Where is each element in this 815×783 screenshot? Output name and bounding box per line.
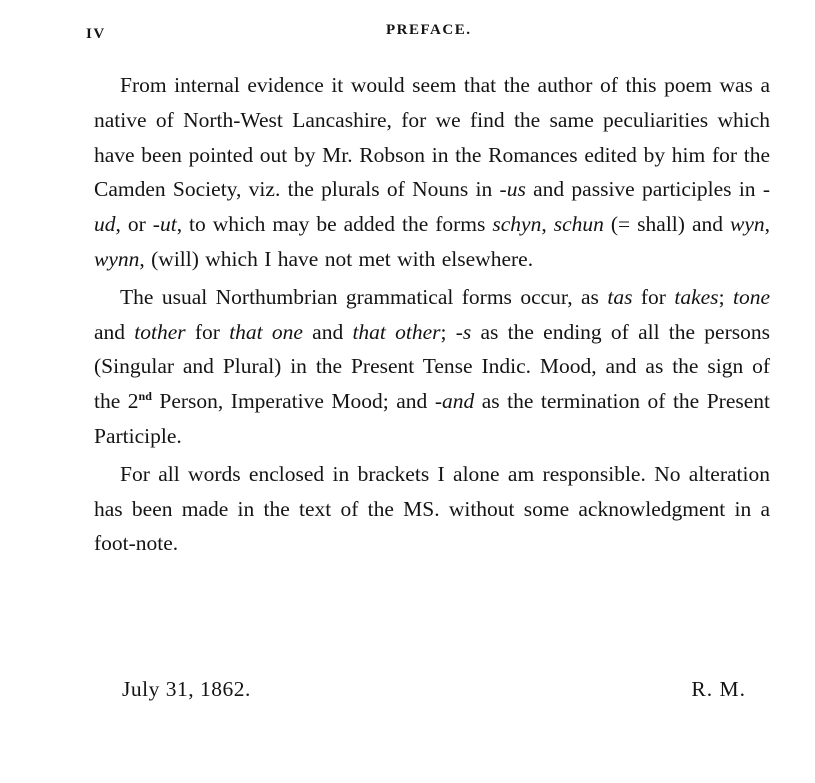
preface-date: July 31, 1862. <box>122 677 251 701</box>
italic-term: tother <box>134 319 186 344</box>
italic-term: wynn <box>94 246 140 271</box>
italic-term: that one <box>229 319 303 344</box>
italic-term: -us <box>499 177 526 202</box>
running-head <box>86 22 776 44</box>
preface-body <box>94 68 770 561</box>
paragraph-grammatical-forms: The usual Northumbrian grammatical forms occur, as tas for takes; tone and tother for that one and that other; -s as the ending of all the persons (Singular and Plural) in the Present Tense Indic. Mood, and as the sign of the 2nd Person, Imperative Mood; and -and as the termination of the Present Participle. <box>94 284 770 448</box>
closing-line <box>122 677 746 711</box>
italic-term: tone <box>732 284 770 309</box>
ordinal-superscript: nd <box>138 389 152 404</box>
signature-initials: R. M. <box>691 677 746 701</box>
running-title: PREFACE. <box>386 22 472 38</box>
italic-term: schun <box>553 212 604 237</box>
italic-term: -and <box>434 389 475 414</box>
italic-term: tas <box>607 284 633 309</box>
italic-term: that other <box>352 319 441 344</box>
italic-term: takes <box>674 284 719 309</box>
paragraph-editorial-note: For all words enclosed in brackets I alone am responsible. No alteration has been made in the text of the MS. without some acknowledgment in a foot-note. <box>94 461 770 556</box>
italic-term: -ud <box>94 177 770 237</box>
italic-term: wyn <box>729 212 765 237</box>
paragraph-dialect-evidence: From internal evidence it would seem that the author of this poem was a native of North-West Lancashire, for we find the same peculiarities which have been pointed out by Mr. Robson in the Romances edited by him for the Camden Society, viz. the plurals of Nouns in -us and passive participles in -ud, or -ut, to which may be added the forms schyn, schun (= shall) and wyn, wynn, (will) which I have not met with elsewhere. <box>94 73 770 271</box>
italic-term: -s <box>455 319 472 344</box>
italic-term: -ut <box>152 212 177 237</box>
page-number: IV <box>86 26 106 42</box>
italic-term: schyn <box>492 212 542 237</box>
